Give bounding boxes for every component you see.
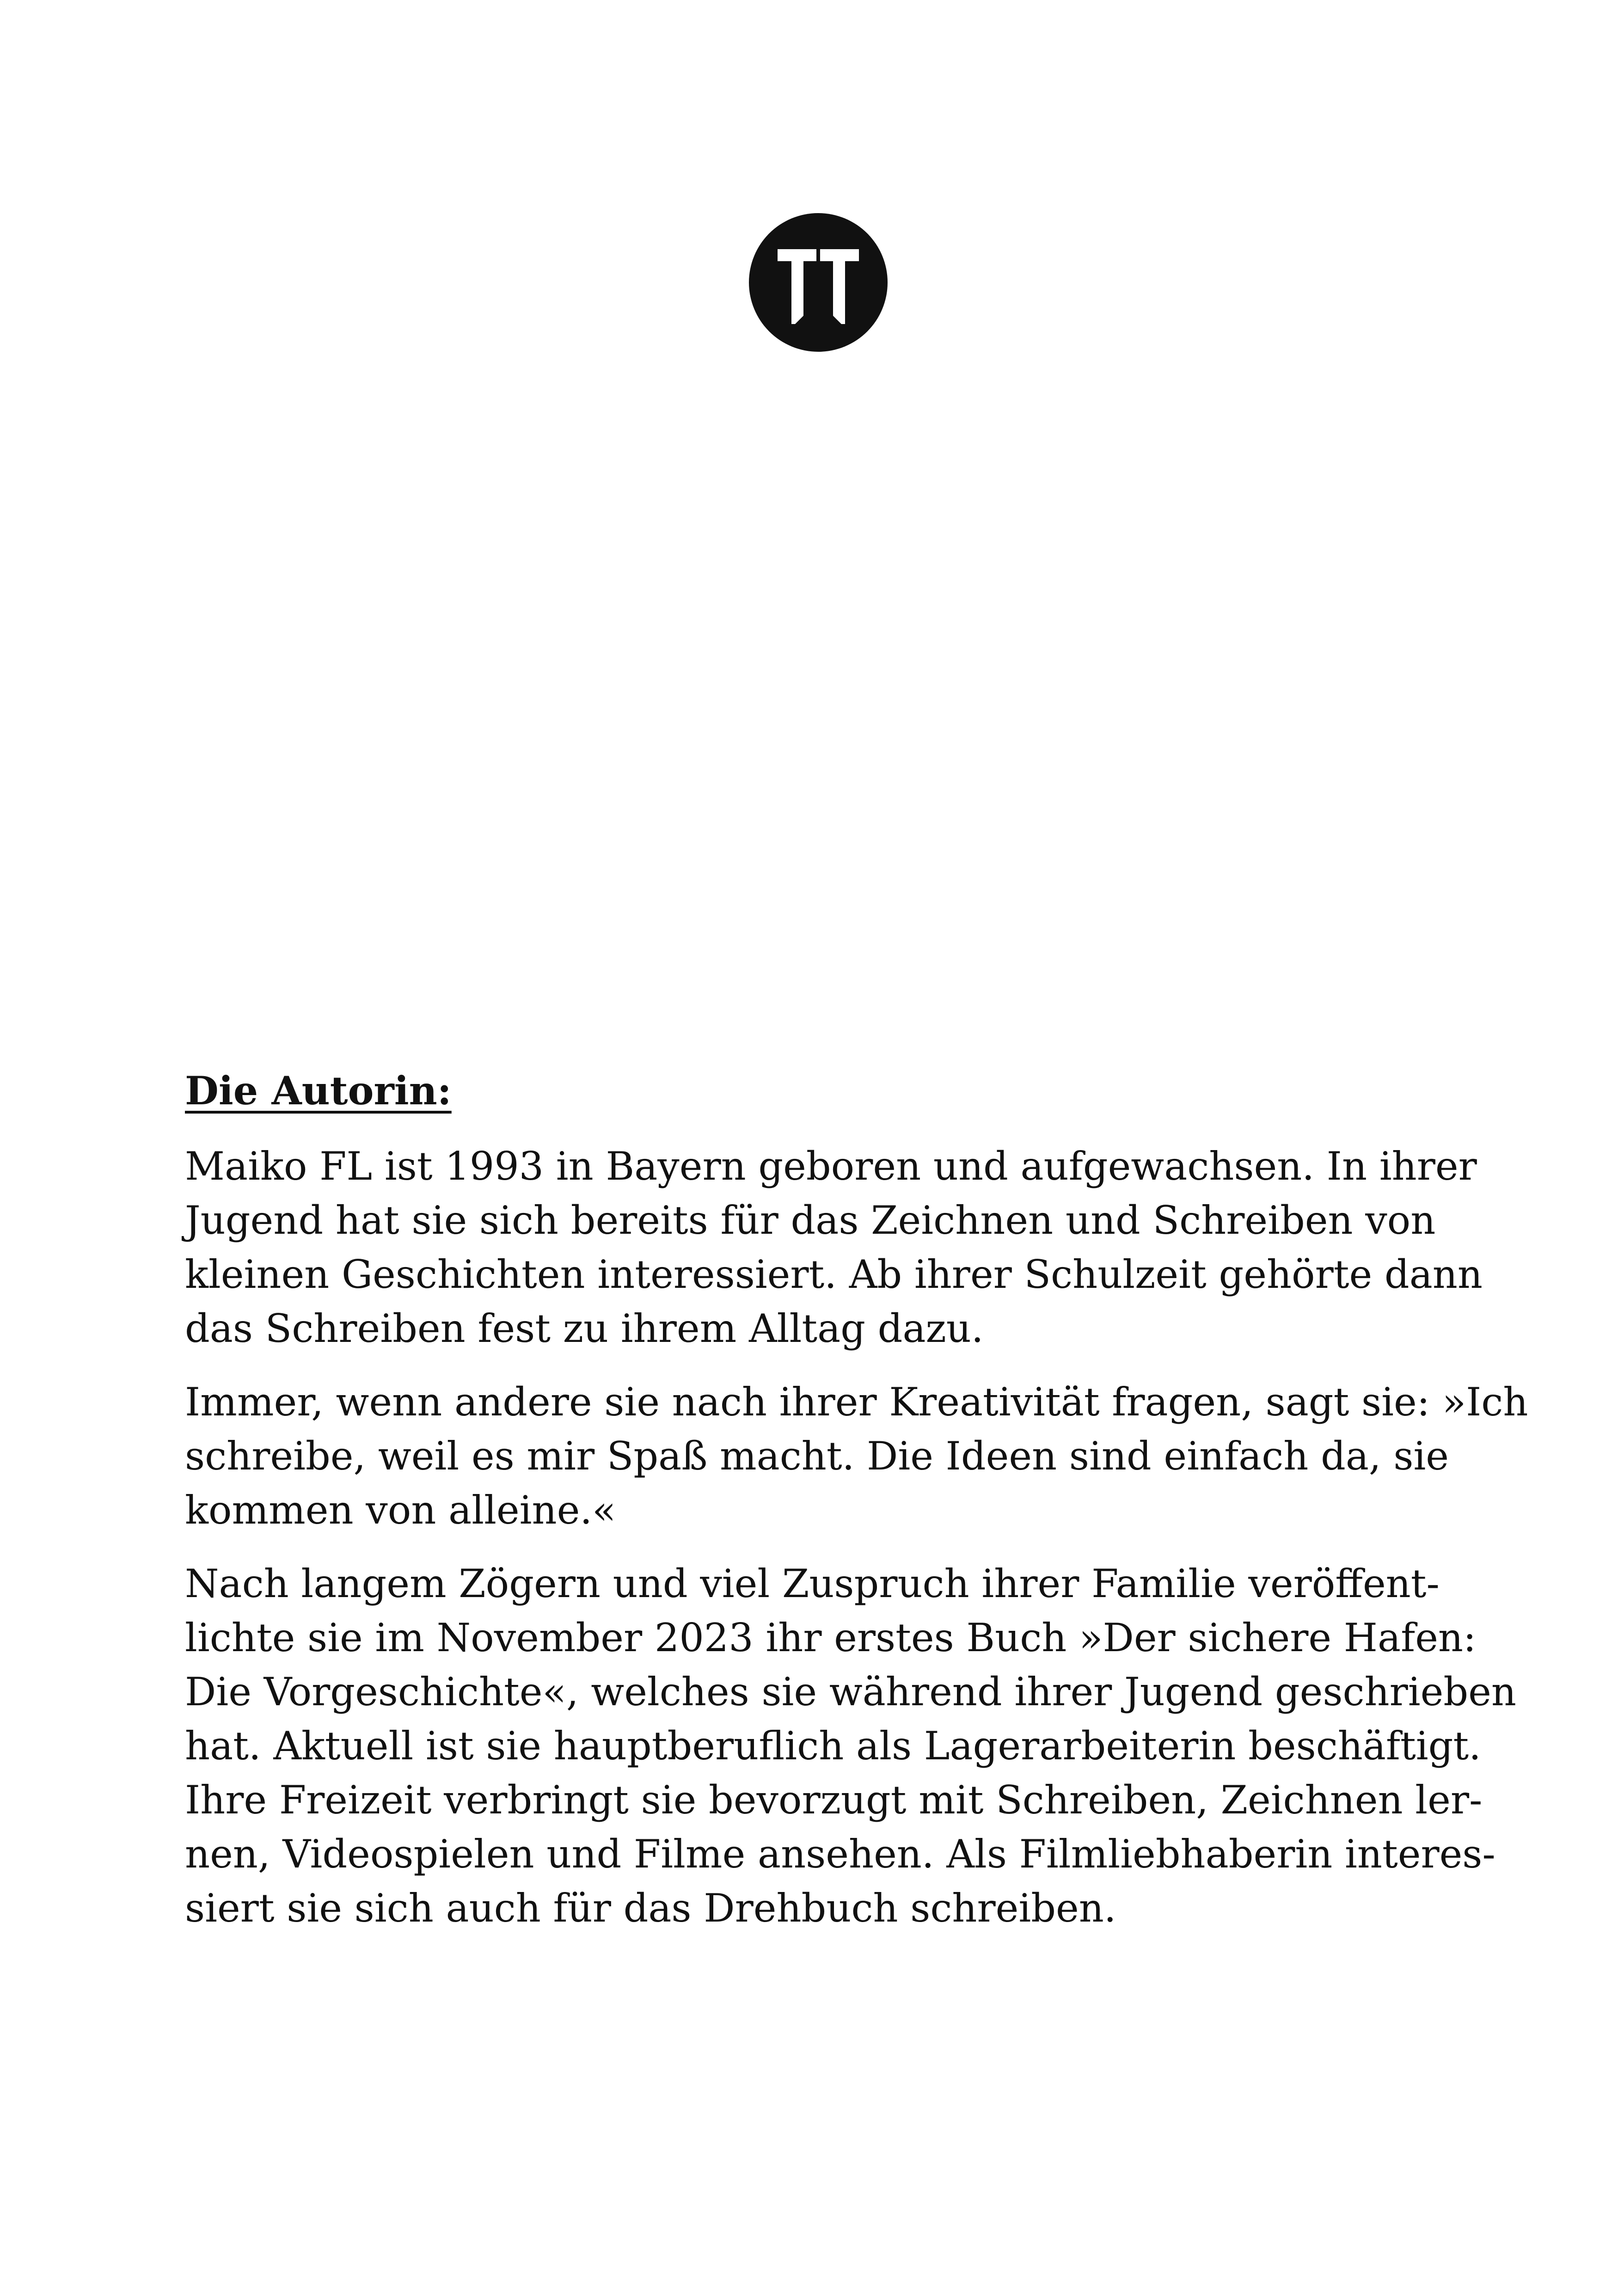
- text-line: lichte sie im November 2023 ihr erstes Buch »Der sichere Hafen:: [185, 1615, 1477, 1660]
- text-line: Maiko FL ist 1993 in Bayern geboren und aufgewachsen. In ihrer: [185, 1144, 1477, 1189]
- text-line: Ihre Freizeit verbringt sie bevorzugt mit Schreiben, Zeichnen ler-: [185, 1777, 1483, 1823]
- text-line: kommen von alleine.«: [185, 1488, 616, 1533]
- author-paragraph-3: [185, 1557, 1516, 1935]
- text-line: Die Vorgeschichte«, welches sie während ihrer Jugend geschrieben: [185, 1669, 1516, 1714]
- author-heading: Die Autorin:: [185, 1068, 452, 1114]
- author-section: [185, 1061, 1528, 1955]
- text-line: nen, Videospielen und Filme ansehen. Als Filmliebhaberin interes-: [185, 1831, 1495, 1877]
- publisher-logo-icon: [749, 213, 888, 352]
- text-line: kleinen Geschichten interessiert. Ab ihrer Schulzeit gehörte dann: [185, 1252, 1483, 1297]
- author-paragraph-2: [185, 1375, 1528, 1537]
- text-line: siert sie sich auch für das Drehbuch schreiben.: [185, 1886, 1116, 1931]
- text-line: hat. Aktuell ist sie hauptberuflich als Lagerarbeiterin beschäftigt.: [185, 1723, 1481, 1769]
- text-line: Nach langem Zögern und viel Zuspruch ihrer Familie veröffent-: [185, 1561, 1440, 1606]
- text-line: das Schreiben fest zu ihrem Alltag dazu.: [185, 1306, 984, 1351]
- text-line: Immer, wenn andere sie nach ihrer Kreativität fragen, sagt sie: »Ich: [185, 1379, 1528, 1425]
- text-line: Jugend hat sie sich bereits für das Zeichnen und Schreiben von: [185, 1198, 1436, 1243]
- text-line: schreibe, weil es mir Spaß macht. Die Ideen sind einfach da, sie: [185, 1433, 1449, 1479]
- publisher-logo: [749, 213, 888, 352]
- author-paragraph-1: [185, 1139, 1483, 1356]
